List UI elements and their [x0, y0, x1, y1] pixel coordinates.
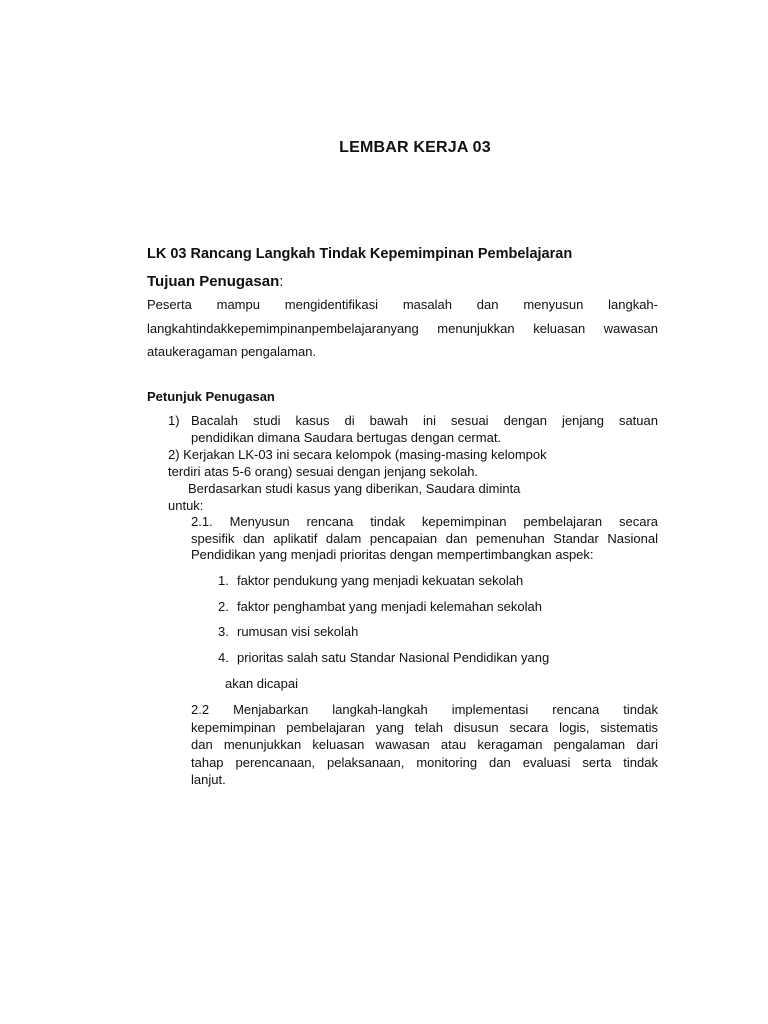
subsection-2-2-line-5: lanjut. [191, 772, 226, 787]
tujuan-paragraph [147, 293, 658, 364]
factor-item [218, 599, 658, 614]
factor-item-number: 1. [218, 573, 229, 588]
list-item-2-line-2: terdiri atas 5-6 orang) sesuai dengan jenjang sekolah. [168, 464, 479, 479]
list-item-1 [168, 412, 658, 446]
tujuan-heading-colon: : [279, 273, 284, 290]
tujuan-heading [147, 273, 667, 290]
factor-item-text: prioritas salah satu Standar Nasional Pendidikan yang [237, 650, 550, 665]
factor-item-number: 2. [218, 599, 229, 614]
factor-item-number: 3. [218, 624, 229, 639]
tujuan-line-1: Peserta mampu mengidentifikasi masalah dan menyusun langkah- [147, 297, 658, 312]
factor-item [218, 624, 658, 639]
factor-item-number: 4. [218, 650, 229, 665]
factor-item-text: faktor pendukung yang menjadi kekuatan sekolah [237, 573, 524, 588]
factor-item [218, 573, 658, 588]
list-item-2-line-4: untuk: [168, 498, 204, 513]
subsection-2-2-line-1: 2.2 Menjabarkan langkah-langkah implementasi rencana tindak [191, 702, 658, 717]
factor-item-text: rumusan visi sekolah [237, 624, 359, 639]
subsection-2-2 [191, 701, 658, 789]
tujuan-heading-label: Tujuan Penugasan [147, 273, 280, 290]
page-title: LEMBAR KERJA 03 [339, 139, 491, 156]
list-item-1-number: 1) [168, 413, 180, 428]
lk-heading: LK 03 Rancang Langkah Tindak Kepemimpinan Pembelajaran [147, 246, 573, 262]
subsection-2-1-line-3: Pendidikan yang menjadi prioritas dengan mempertimbangkan aspek: [191, 547, 594, 562]
list-item-1-text [191, 412, 658, 446]
subsection-2-1-line-1: 2.1. Menyusun rencana tindak kepemimpinan pembelajaran secara [191, 514, 658, 529]
subsection-2-2-line-3: dan menunjukkan keluasan wawasan atau keragaman pengalaman dari [191, 737, 658, 752]
subsection-2-1 [191, 514, 658, 564]
tujuan-line-2: langkahtindakkepemimpinanpembelajaranyang menunjukkan keluasan wawasan [147, 320, 658, 336]
list-item-1-line-2: pendidikan dimana Saudara bertugas dengan cermat. [191, 430, 502, 445]
list-item-1-line-1: Bacalah studi kasus di bawah ini sesuai dengan jenjang satuan [191, 413, 658, 428]
subsection-2-2-line-4: tahap perencanaan, pelaksanaan, monitoring dan evaluasi serta tindak [191, 754, 658, 770]
list-item-2-line-3: Berdasarkan studi kasus yang diberikan, Saudara diminta [188, 481, 521, 496]
subsection-2-2-line-2: kepemimpinan pembelajaran yang telah disusun secara logis, sistematis [191, 719, 658, 735]
subsection-2-1-line-2: spesifik dan aplikatif dalam pencapaian dan pemenuhan Standar Nasional [191, 530, 658, 546]
factor-item-text: faktor penghambat yang menjadi kelemahan sekolah [237, 599, 542, 614]
tujuan-line-3: ataukeragaman pengalaman. [147, 344, 317, 359]
factor-item [218, 650, 658, 665]
list-item-2-line-1: 2) Kerjakan LK-03 ini secara kelompok (masing-masing kelompok [168, 447, 547, 462]
factor-item-4-continuation: akan dicapai [225, 676, 298, 691]
petunjuk-heading: Petunjuk Penugasan [147, 389, 275, 404]
